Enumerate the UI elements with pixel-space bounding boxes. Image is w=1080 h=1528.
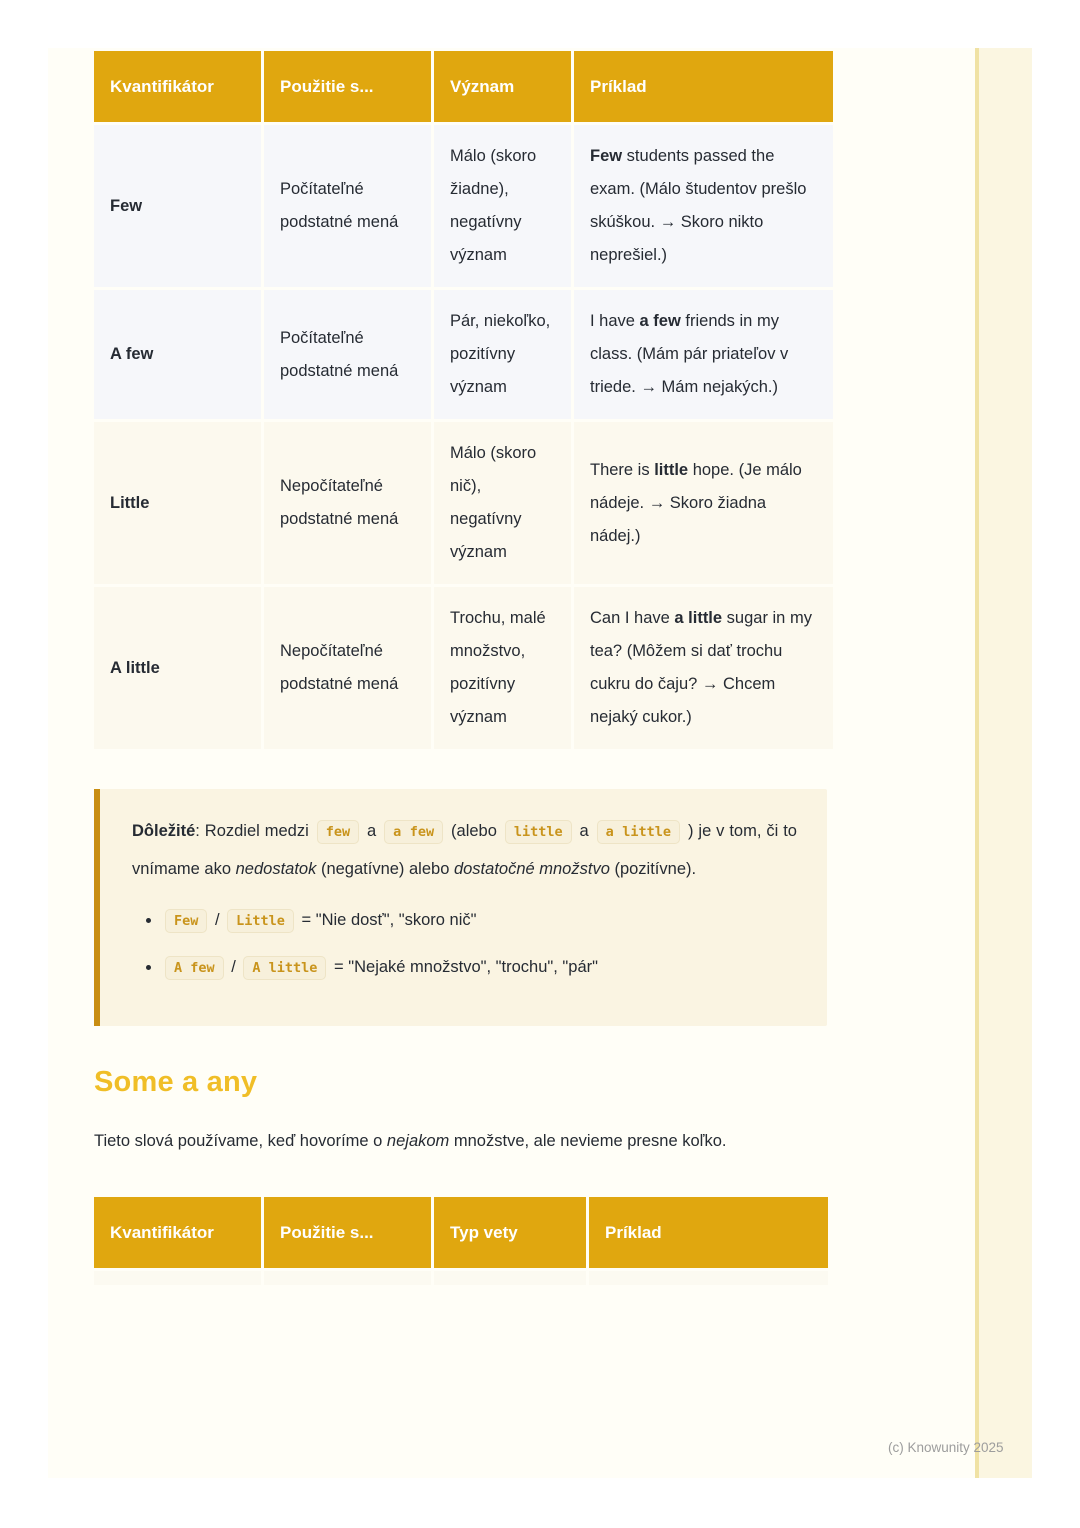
table-header-row — [94, 51, 833, 122]
inline-code-chip: Few — [165, 909, 207, 933]
document-sheet — [48, 48, 1032, 1478]
quantifier-table-few-little — [91, 48, 836, 752]
example-cell: I have a few friends in my class. (Mám pár priateľov v triede. → Mám nejakých.) — [574, 290, 833, 419]
quantifier-cell: Few — [94, 125, 261, 287]
empty-cell — [589, 1271, 828, 1285]
section-heading-some-a-any: Some a any — [94, 1066, 258, 1098]
meaning-cell: Pár, niekoľko, pozitívny význam — [434, 290, 571, 419]
column-header-kvantifikator: Kvantifikátor — [94, 1197, 261, 1268]
example-cell: There is little hope. (Je málo nádeje. → Skoro žiadna nádej.) — [574, 422, 833, 584]
column-header-typ-vety: Typ vety — [434, 1197, 586, 1268]
empty-cell — [94, 1271, 261, 1285]
meaning-cell: Málo (skoro nič), negatívny význam — [434, 422, 571, 584]
section-intro-paragraph: Tieto slová používame, keď hovoríme o nejakom množstve, ale nevieme presne koľko. — [94, 1132, 727, 1150]
column-header-priklad: Príklad — [589, 1197, 828, 1268]
note-bullet-list — [138, 904, 797, 984]
table-row-a-little — [94, 587, 833, 749]
table-row-little — [94, 422, 833, 584]
inline-code-chip: A little — [243, 956, 326, 980]
usage-cell: Nepočítateľné podstatné mená — [264, 587, 431, 749]
usage-cell: Počítateľné podstatné mená — [264, 290, 431, 419]
note-bullet-few-little: • Few / Little = "Nie dosť", "skoro nič" — [162, 904, 797, 937]
inline-code-chip: A few — [165, 956, 224, 980]
inline-code-chip: Little — [227, 909, 294, 933]
column-header-pouzitie: Použitie s... — [264, 1197, 431, 1268]
quantifier-cell: Little — [94, 422, 261, 584]
table-row-few — [94, 125, 833, 287]
quantifier-cell: A few — [94, 290, 261, 419]
table-row-a-few — [94, 290, 833, 419]
note-text: Dôležité: Rozdiel medzi few a a few (alebo little a a little ) je v tom, či to vnímame ako nedostatok (negatívne) alebo dostatočné množstvo (pozitívne). — [132, 822, 797, 878]
inline-code-chip: a little — [597, 820, 680, 844]
copyright-watermark: (c) Knowunity 2025 — [888, 1440, 1004, 1455]
empty-cell — [434, 1271, 586, 1285]
decorative-side-strip — [975, 48, 1032, 1478]
empty-cell — [264, 1271, 431, 1285]
meaning-cell: Málo (skoro žiadne), negatívny význam — [434, 125, 571, 287]
inline-code-chip: few — [317, 820, 359, 844]
usage-cell: Nepočítateľné podstatné mená — [264, 422, 431, 584]
column-header-pouzitie: Použitie s... — [264, 51, 431, 122]
example-cell: Can I have a little sugar in my tea? (Môžem si dať trochu cukru do čaju? → Chcem nejaký cukor.) — [574, 587, 833, 749]
important-note-box — [94, 789, 827, 1026]
table-row-partial — [94, 1271, 828, 1285]
quantifier-table-some-any — [91, 1194, 831, 1288]
usage-cell: Počítateľné podstatné mená — [264, 125, 431, 287]
column-header-kvantifikator: Kvantifikátor — [94, 51, 261, 122]
example-cell: Few students passed the exam. (Málo študentov prešlo skúškou. → Skoro nikto neprešiel.) — [574, 125, 833, 287]
table-header-row — [94, 1197, 828, 1268]
document-content — [48, 48, 878, 1288]
note-bullet-a-few-a-little: • A few / A little = "Nejaké množstvo", "trochu", "pár" — [162, 951, 797, 984]
quantifier-cell: A little — [94, 587, 261, 749]
column-header-vyznam: Význam — [434, 51, 571, 122]
inline-code-chip: little — [505, 820, 572, 844]
meaning-cell: Trochu, malé množstvo, pozitívny význam — [434, 587, 571, 749]
column-header-priklad: Príklad — [574, 51, 833, 122]
table2-wrapper — [94, 1194, 878, 1288]
inline-code-chip: a few — [384, 820, 443, 844]
